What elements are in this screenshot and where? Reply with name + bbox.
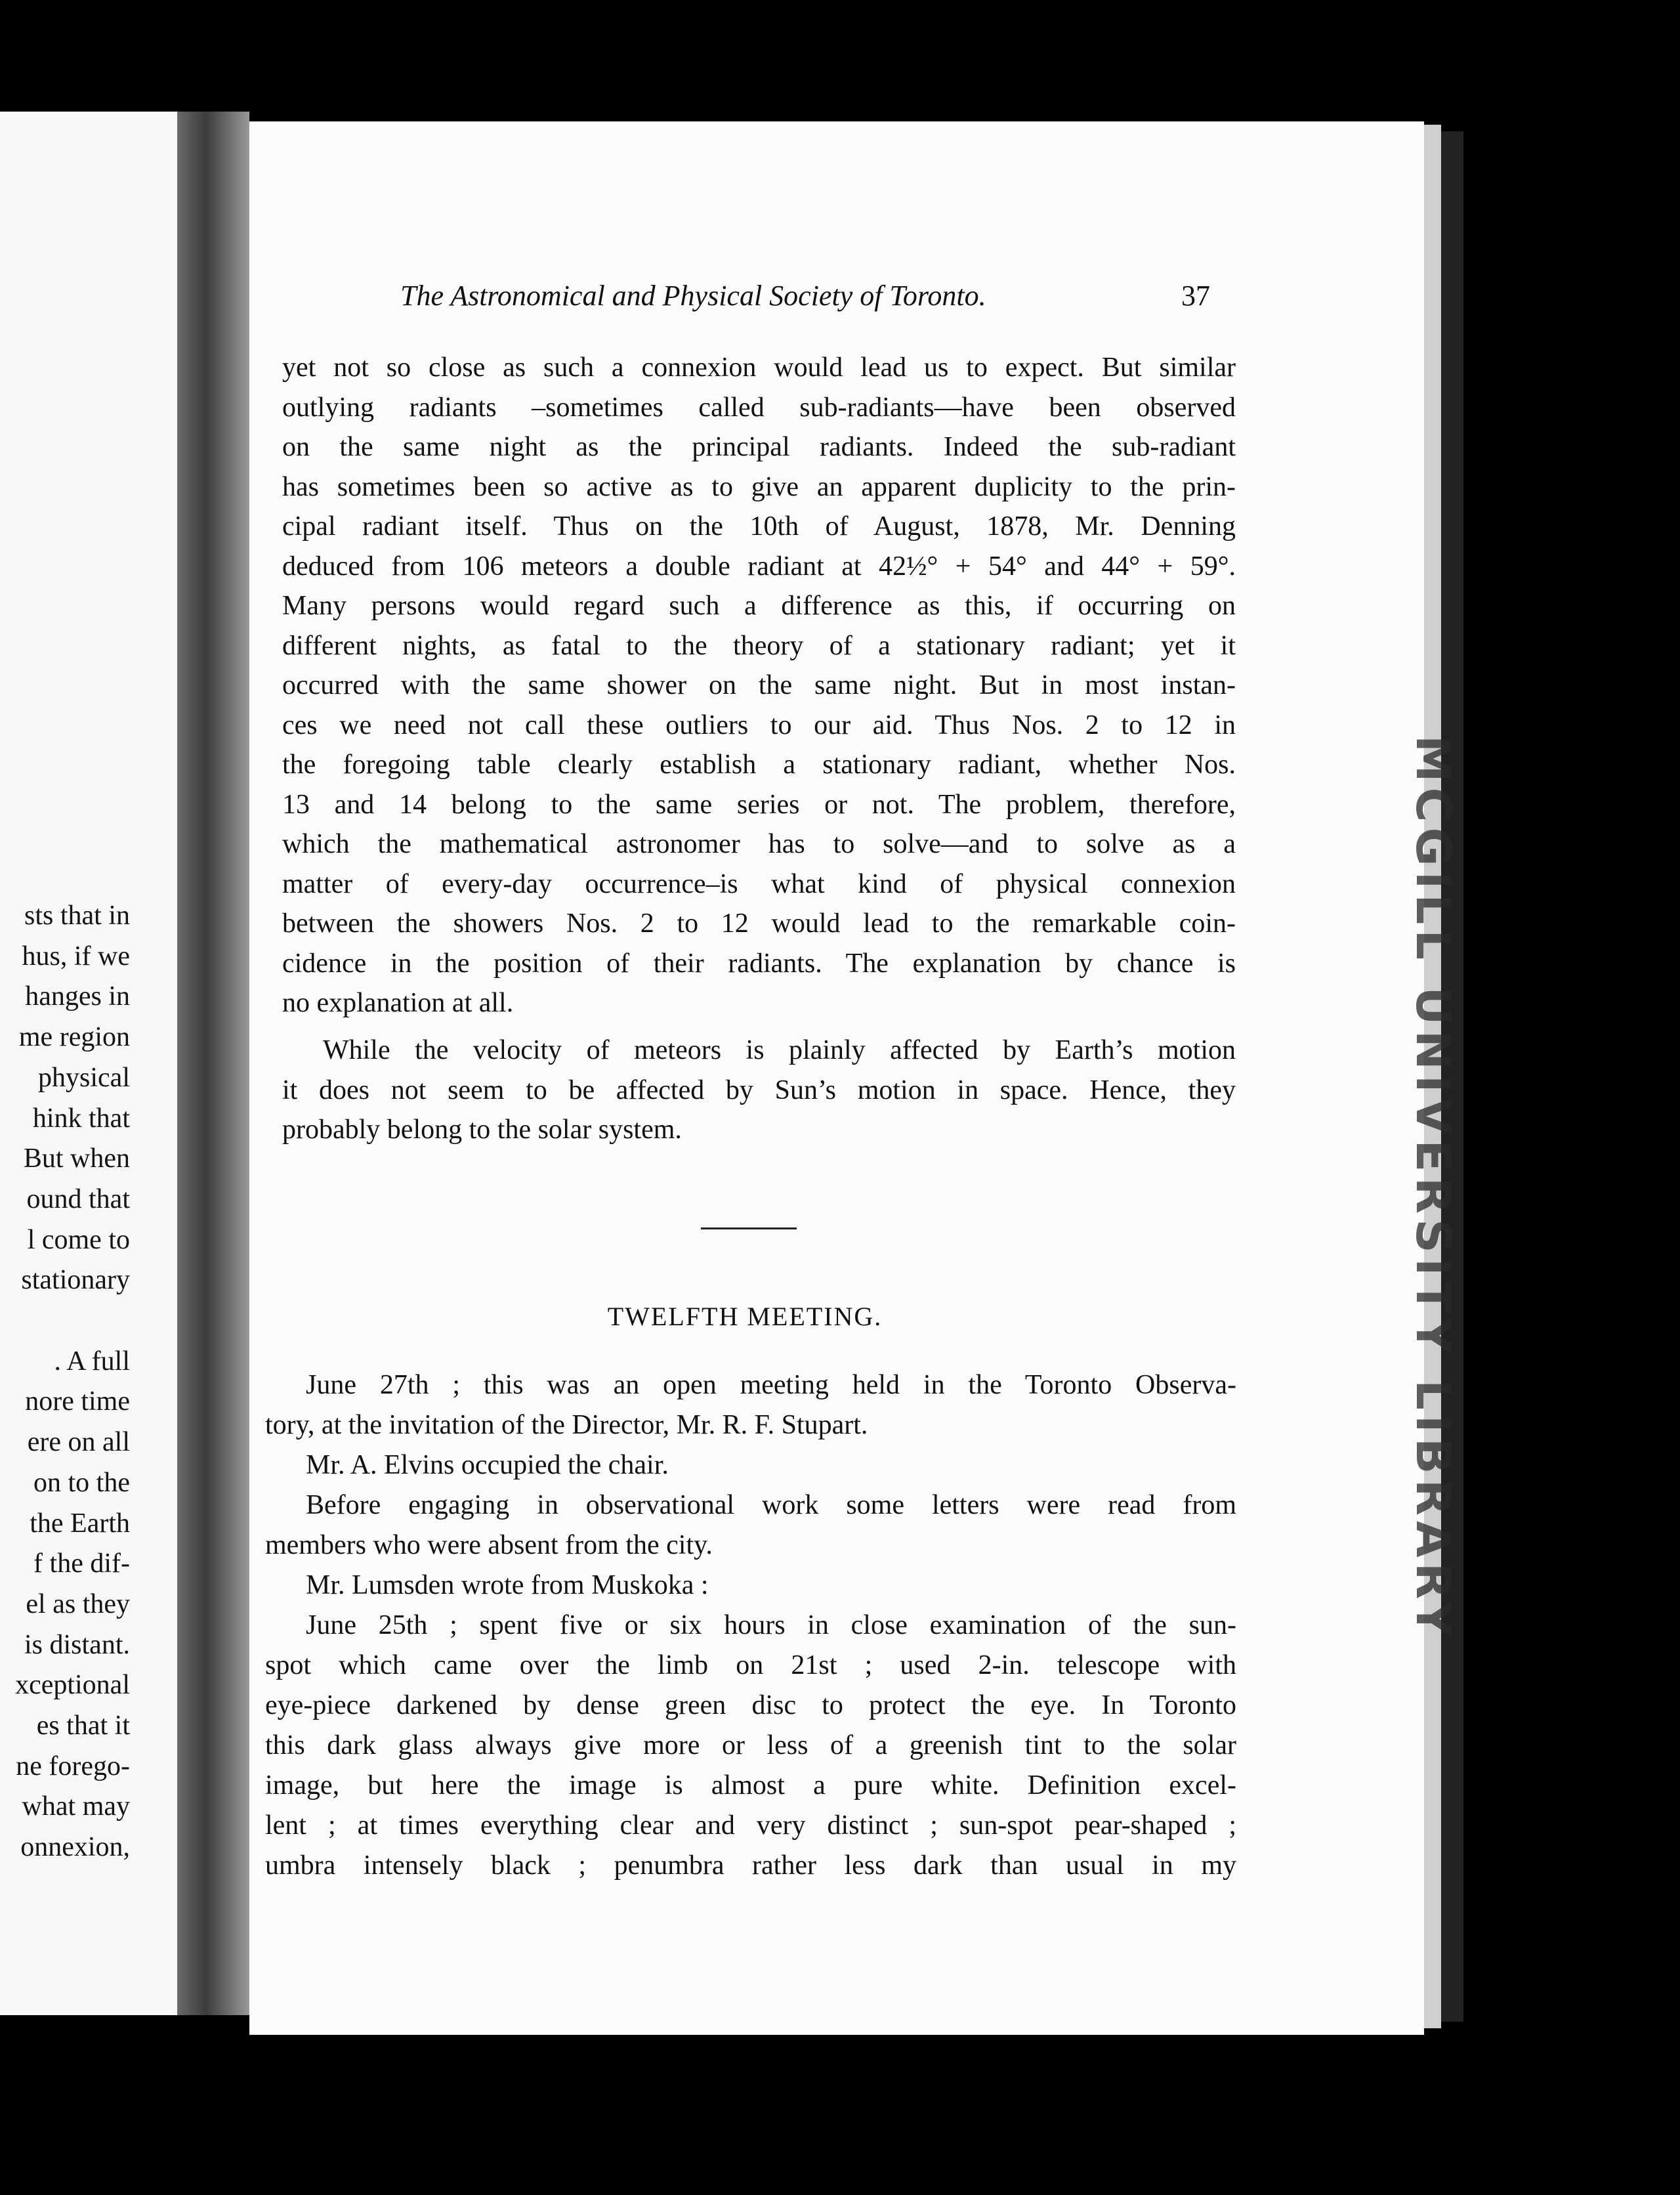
paragraph-velocity — [282, 1031, 1236, 1150]
text-line: hink that — [32, 1103, 130, 1134]
text-line: occurred with the same shower on the same night. But in most instan- — [282, 670, 1236, 700]
text-line: es that it — [36, 1711, 130, 1741]
text-line: on the same night as the principal radiants. Indeed the sub-radiant — [282, 432, 1236, 462]
text-line: what may — [22, 1791, 130, 1822]
text-line: the foregoing table clearly establish a stationary radiant, whether Nos. — [282, 750, 1236, 780]
text-line: this dark glass always give more or less of a greenish tint to the solar — [265, 1730, 1236, 1760]
text-line: image, but here the image is almost a pure white. Definition excel- — [265, 1770, 1236, 1801]
book-gutter — [177, 112, 249, 2015]
text-line: different nights, as fatal to the theory of a stationary radiant; yet it — [282, 630, 1236, 661]
text-line: l come to — [27, 1224, 130, 1255]
text-line: But when — [23, 1143, 130, 1174]
text-line: Mr. A. Elvins occupied the chair. — [306, 1450, 669, 1480]
text-line: the Earth — [30, 1508, 130, 1539]
text-line: physical — [31, 1062, 130, 1093]
section-heading: TWELFTH MEETING. — [607, 1302, 883, 1331]
text-line: which the mathematical astronomer has to solve—and to solve as a — [282, 829, 1236, 859]
page-number: 37 — [1181, 280, 1210, 312]
text-line: yet not so close as such a connexion would lead us to expect. But similar — [282, 352, 1236, 383]
text-line: cidence in the position of their radiants. The explanation by chance is — [282, 948, 1236, 979]
text-line: 13 and 14 belong to the same series or not. The problem, therefore, — [282, 789, 1236, 820]
text-line: ound that — [26, 1183, 130, 1214]
paragraph-radiants — [282, 348, 1236, 1023]
text-line: Many persons would regard such a difference as this, if occurring on — [282, 591, 1236, 621]
text-line: has sometimes been so active as to give an apparent duplicity to the prin- — [282, 471, 1236, 502]
text-line: xceptional — [15, 1670, 130, 1701]
text-line: no explanation at all. — [282, 988, 514, 1018]
text-line: members who were absent from the city. — [265, 1530, 713, 1560]
text-line: matter of every-day occurrence–is what kind of physical connexion — [282, 868, 1236, 899]
text-line: outlying radiants –sometimes called sub-radiants—have been observed — [282, 392, 1236, 423]
text-line: f the dif- — [33, 1548, 130, 1579]
text-line: ne forego- — [16, 1751, 130, 1781]
text-line: tory, at the invitation of the Director, Mr. R. F. Stupart. — [265, 1410, 868, 1440]
text-line: June 25th ; spent five or six hours in close examination of the sun- — [306, 1610, 1236, 1640]
text-line: umbra intensely black ; penumbra rather less dark than usual in my — [265, 1850, 1236, 1881]
text-line: ere on all — [27, 1427, 130, 1458]
text-line: me region — [18, 1022, 130, 1053]
text-line: is distant. — [24, 1629, 130, 1660]
text-line: on to the — [33, 1467, 130, 1498]
text-line: spot which came over the limb on 21st ; used 2-in. telescope with — [265, 1650, 1236, 1680]
text-line: stationary — [21, 1265, 130, 1296]
text-line: probably belong to the solar system. — [282, 1115, 682, 1145]
text-line — [0, 1301, 130, 1342]
text-line: Before engaging in observational work some letters were read from — [306, 1490, 1236, 1520]
text-line: ces we need not call these outliers to our aid. Thus Nos. 2 to 12 in — [282, 710, 1236, 740]
text-line: hanges in — [25, 981, 130, 1012]
section-divider — [701, 1227, 797, 1229]
text-line: lent ; at times everything clear and very distinct ; sun-spot pear-shaped ; — [265, 1810, 1236, 1841]
text-line: . A full — [54, 1346, 130, 1376]
text-line: Mr. Lumsden wrote from Muskoka : — [306, 1570, 709, 1600]
section-body — [265, 1365, 1236, 1886]
text-line: it does not seem to be affected by Sun’s motion in space. Hence, they — [282, 1075, 1236, 1105]
text-line: eye-piece darkened by dense green disc to protect the eye. In Toronto — [265, 1690, 1236, 1720]
running-head-title: The Astronomical and Physical Society of Toronto. — [400, 280, 986, 312]
text-line: between the showers Nos. 2 to 12 would lead to the remarkable coin- — [282, 908, 1236, 939]
text-line: While the velocity of meteors is plainly affected by Earth’s motion — [323, 1035, 1236, 1065]
text-line: deduced from 106 meteors a double radiant at 42½° + 54° and 44° + 59°. — [282, 551, 1236, 582]
spine-label: MCGILL UNIVERSITY LIBRARY — [1406, 735, 1461, 1642]
text-line: cipal radiant itself. Thus on the 10th of August, 1878, Mr. Denning — [282, 511, 1236, 542]
text-line: nore time — [25, 1386, 130, 1417]
text-line: sts that in — [24, 901, 130, 931]
text-line: June 27th ; this was an open meeting held in the Toronto Observa- — [306, 1370, 1236, 1400]
text-line: el as they — [26, 1588, 130, 1619]
text-line: onnexion, — [20, 1832, 130, 1863]
text-line: hus, if we — [22, 941, 130, 971]
left-page-text — [0, 896, 130, 1868]
